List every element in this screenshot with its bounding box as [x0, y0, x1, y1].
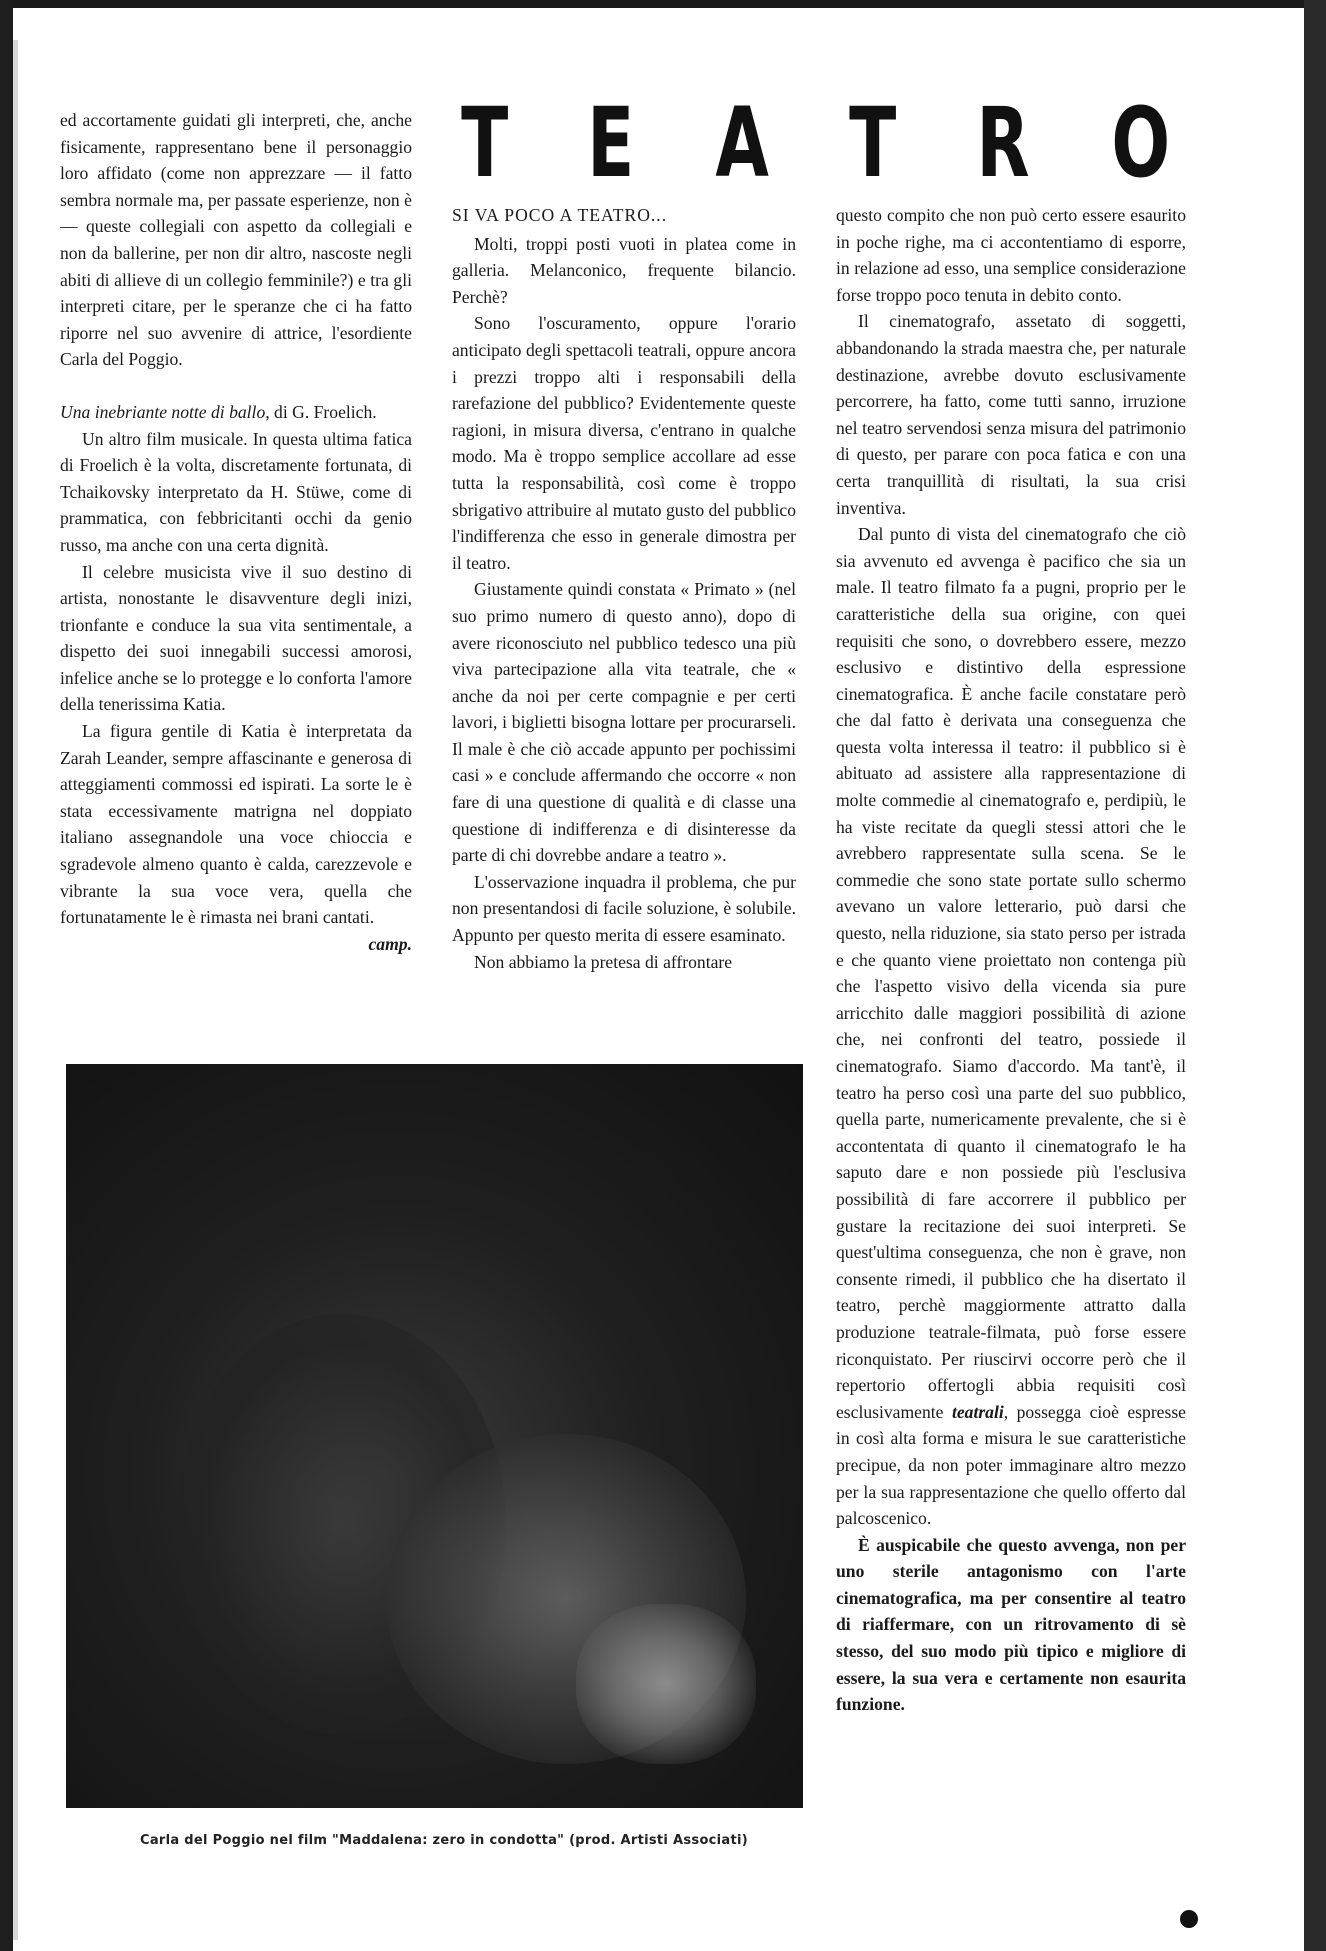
paragraph: Giustamente quindi constata « Primato » (nel suo primo numero di questo anno), dopo di avere riconosciuto nel pubblico tedesco una più viva partecipazione alla vita teatrale, che « anche da noi per certe compagnie e per certi lavori, i biglietti bisogna lottare per procurarseli. Il male è che ciò accade appunto per pochissimi casi » e conclude affermando che occorre « non fare di una questione di qualità e di classe una questione di indifferenza e di disinteresse da parte di chi dovrebbe andare a teatro ». [452, 579, 796, 866]
emphasis-teatrali: teatrali [951, 1401, 1004, 1422]
title-letter: R [976, 87, 1030, 199]
paragraph: Molti, troppi posti vuoti in platea come in galleria. Melanconico, frequente bilancio. Perchè? [452, 233, 796, 307]
paragraph-text: , possegga cioè espresse in così alta forma e misura le sue caratteristiche precipue, da non poter immaginare altro mezzo per la sua rappresentazione che quello offerto dal palcoscenico. [836, 1401, 1186, 1529]
film-still-photo [66, 1064, 803, 1808]
author-signature: camp. [368, 933, 412, 954]
paragraph: questo compito che non può certo essere esaurito in poche righe, ma ci accontentiamo di esporre, in relazione ad esso, una semplice considerazione forse troppo poco tenuta in debito conto. [836, 205, 1186, 305]
paragraph-text: Dal punto di vista del cinematografo che ciò sia avvenuto ed avvenga è pacifico che sia un male. Il teatro filmato fa a pugni, proprio per le caratteristiche della sua origine, con quei requisiti che sono, o dovrebbero essere, mezzo esclusivo e distintivo della espressione cinematografica. È anche facile constatare però che dal fatto è derivata una conseguenza che questa volta interessa il teatro: il pubblico si è abituato ad assistere alla rappresentazione di molte commedie al cinematografo e, perdipiù, le ha viste recitate da quegli stessi attori che le avrebbero rappresentate sulla scena. Se le commedie che sono state portate sullo schermo avevano un valore letterario, può darsi che questo, nella riduzione, sia stato perso per istrada e che quanto viene proiettato non contenga più che l'aspetto visivo della vicenda sia pure arricchito dalle maggiori possibilità di azione che, nei confronti del teatro, possiede il cinematografo. Siamo d'accordo. Ma tant'è, il teatro ha perso così una parte del suo pubblico, quella parte, numericamente prevalente, che si è accontentata di quanto il cinematografo le ha saputo dare e non possiede più l'esclusiva possibilità di fare accorrere il pubblico per gustare la recitazione dei suoi interpreti. Se quest'ultima conseguenza, che non è grave, non consente rimedi, il pubblico che ha disertato il teatro, perchè maggiormente attratto dalla produzione teatrale-filmata, può forse essere riconquistato. Per riuscirvi occorre però che il repertorio offertogli abbia requisiti così esclusivamente [836, 524, 1186, 1422]
film-director: di G. Froelich. [269, 401, 377, 422]
paragraph: Il cinematografo, assetato di soggetti, abbandonando la strada maestra che, per naturale destinazione, avrebbe dovuto esclusivamente percorrere, ha fatto, come tutti sanno, irruzione nel teatro servendosi senza misura del patrimonio di questo, per parare con poca fatica e con una certa tranquillità di risultati, la sua crisi inventiva. [836, 311, 1186, 518]
paragraph: L'osservazione inquadra il problema, che pur non presentandosi di facile soluzione, è solubile. Appunto per questo merita di essere esaminato. [452, 871, 796, 946]
paragraph: ed accortamente guidati gli interpreti, che, anche fisicamente, rappresentano bene il personaggio loro affidato (come non apprezzare — il fatto sembra normale ma, per passate esperienze, non è — queste collegiali con aspetto da collegiali e non da ballerine, per non dir altro, nascoste negli abiti di allieve di un collegio femminile?) e tra gli interpreti citare, per le speranze che ci ha fatto riporre nel suo avvenire di attrice, l'esordiente Carla del Poggio. [60, 110, 412, 370]
title-letter: T [848, 87, 896, 199]
paragraph [60, 718, 412, 954]
photo-highlight [576, 1604, 756, 1764]
paragraph: Sono l'oscuramento, oppure l'orario anticipato degli spettacoli teatrali, oppure ancora i prezzi troppo alti i responsabili della rarefazione del pubblico? Evidentemente queste ragioni, in misura diversa, c'entrano in qualche modo. Ma è troppo semplice accollare ad esse tutta la responsabilità, così come è troppo sbrigativo attribuire al mutato gusto del pubblico l'indifferenza che esso in generale dimostra per il teatro. [452, 313, 796, 573]
title-letter: E [587, 87, 635, 199]
section-title-teatro [452, 87, 1182, 199]
title-letter: A [714, 87, 769, 199]
paragraph: Non abbiamo la pretesa di affrontare [474, 951, 733, 972]
paragraph: Il celebre musicista vive il suo destino di artista, nonostante le disavventure degli inizi, trionfante e conduce la sua vita sentimentale, a dispetto dei suoi innegabili successi amorosi, infelice anche se lo protegge e lo conforta l'amore della tenerissima Katia. [60, 561, 412, 715]
paragraph [836, 521, 1186, 1532]
page-left-margin-shade [13, 40, 18, 1940]
title-letter: T [461, 87, 509, 199]
paragraph: Un altro film musicale. In questa ultima fatica di Froelich è la volta, discretamente fortunata, di Tchaikovsky interpretato da H. Stüwe, come di prammatica, con febbricitanti occhi da genio russo, ma anche con una certa dignità. [60, 428, 412, 555]
page-right-edge [1304, 0, 1326, 1951]
column-right [836, 202, 1186, 1718]
paragraph-text: La figura gentile di Katia è interpretata da Zarah Leander, sempre affascinante e generosa di atteggiamenti commossi ed ispirati. La sorte le è stata eccessivamente matrigna nel doppiato italiano assegnandole una voce chioccia e sgradevole almeno quanto è calda, carezzevole e vibrante la sua voce vera, quella che fortunatamente le è rimasta nei brani cantati. [60, 721, 412, 928]
article-heading: SI VA POCO A TEATRO... [452, 205, 668, 225]
photo-caption: Carla del Poggio nel film "Maddalena: zero in condotta" (prod. Artisti Associati) [140, 1833, 749, 1848]
page-top-edge [0, 0, 1326, 8]
film-title: Una inebriante notte di ballo, [60, 401, 270, 422]
column-left [60, 107, 412, 957]
title-letter: O [1111, 87, 1171, 199]
page-left-binding [0, 0, 13, 1951]
paragraph: È auspicabile che questo avvenga, non per uno sterile antagonismo con l'arte cinematografica, ma per consentire al teatro di riaffermare, con un ritrovamento di sè stesso, del suo modo più tipico e migliore di essere, la sua vera e certamente non esaurita funzione. [836, 1534, 1186, 1715]
page-marker-icon [1180, 1910, 1198, 1928]
column-middle [452, 202, 796, 975]
film-heading [60, 399, 412, 426]
